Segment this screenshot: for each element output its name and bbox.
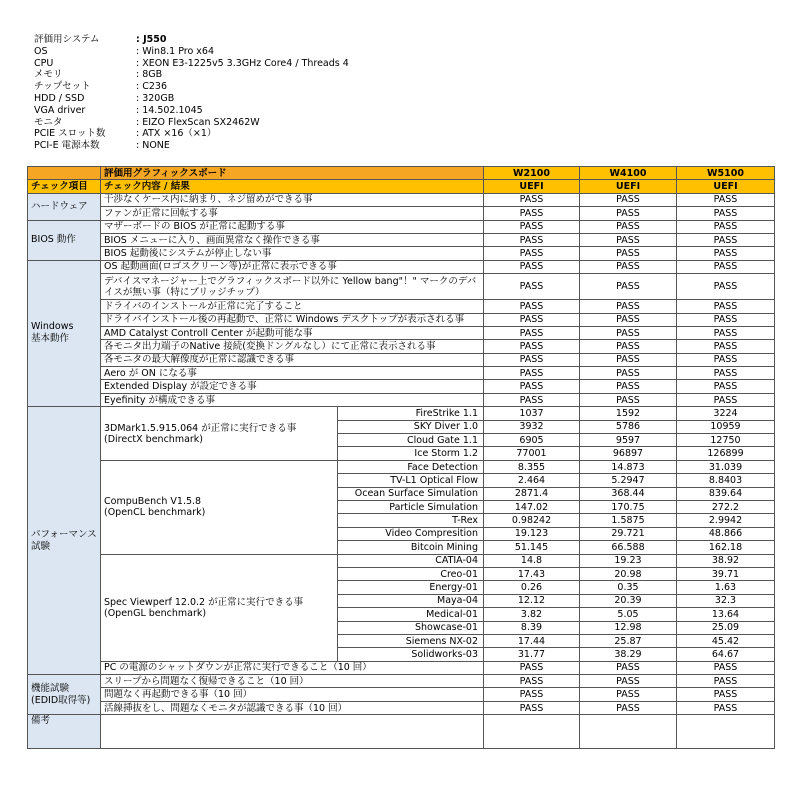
- spec-value: : ATX ×16（×1）: [136, 128, 217, 140]
- score-cell: 66.588: [580, 541, 677, 554]
- score-cell: 20.39: [580, 594, 677, 607]
- check-text: 活線挿抜をし、問題なくモニタが認識できる事（10 回）: [101, 701, 484, 714]
- result-cell: PASS: [484, 380, 580, 393]
- score-cell: 9597: [580, 434, 677, 447]
- result-cell: PASS: [580, 367, 677, 380]
- result-cell: PASS: [677, 233, 775, 246]
- score-cell: 2.9942: [677, 514, 775, 527]
- header-mode: UEFI: [677, 180, 775, 193]
- header-check-item: チェック項目: [28, 180, 101, 193]
- spec-value: : NONE: [136, 140, 170, 152]
- spec-row: [34, 81, 349, 93]
- score-cell: 14.8: [484, 554, 580, 567]
- spec-row: [34, 140, 349, 152]
- score-cell: 12750: [677, 434, 775, 447]
- result-cell: PASS: [580, 393, 677, 406]
- table-row: [28, 688, 775, 701]
- result-cell: PASS: [484, 326, 580, 339]
- result-cell: PASS: [484, 353, 580, 366]
- check-text: Aero が ON になる事: [101, 367, 484, 380]
- result-cell: PASS: [677, 675, 775, 688]
- test-name: Cloud Gate 1.1: [338, 434, 484, 447]
- result-cell: PASS: [677, 260, 775, 273]
- check-text: デバイスマネージャー上でグラフィックスボード以外に Yellow bang"！" マークのデバイスが無い事（特にブリッジチップ）: [101, 274, 484, 300]
- score-cell: 39.71: [677, 567, 775, 580]
- test-name: Maya-04: [338, 594, 484, 607]
- header-board-name: W2100: [484, 167, 580, 180]
- spec-row: [34, 46, 349, 58]
- table-row: [28, 701, 775, 714]
- result-cell: PASS: [484, 207, 580, 220]
- score-cell: 19.23: [580, 554, 677, 567]
- result-cell: PASS: [484, 661, 580, 674]
- test-name: Particle Simulation: [338, 500, 484, 513]
- benchmark-label: Spec Viewperf 12.0.2 が正常に実行できる事 (OpenGL benchmark): [101, 554, 338, 661]
- result-cell: PASS: [580, 701, 677, 714]
- score-cell: 5.05: [580, 608, 677, 621]
- score-cell: 38.29: [580, 648, 677, 661]
- result-cell: PASS: [677, 207, 775, 220]
- table-row: [28, 260, 775, 273]
- spec-value: : EIZO FlexScan SX2462W: [136, 116, 260, 128]
- table-row: [28, 460, 775, 473]
- spec-key: VGA driver: [34, 104, 86, 116]
- result-cell: PASS: [580, 340, 677, 353]
- score-cell: 5.2947: [580, 474, 677, 487]
- test-name: Ice Storm 1.2: [338, 447, 484, 460]
- score-cell: 2.464: [484, 474, 580, 487]
- score-cell: 25.09: [677, 621, 775, 634]
- result-cell: PASS: [484, 220, 580, 233]
- spec-value: : 14.502.1045: [136, 104, 203, 116]
- result-cell: PASS: [580, 380, 677, 393]
- spec-key: 評価用システム: [34, 34, 100, 45]
- category-cell: BIOS 動作: [28, 220, 101, 260]
- check-text: スリープから問題なく復帰できること（10 回）: [101, 675, 484, 688]
- remarks-cell: [484, 715, 580, 749]
- spec-row: [34, 69, 349, 81]
- header-check-content: チェック内容 / 結果: [101, 180, 484, 193]
- table-row: [28, 326, 775, 339]
- score-cell: 14.873: [580, 460, 677, 473]
- check-text: ドライバインストール後の再起動で、正常に Windows デスクトップが表示される事: [101, 313, 484, 326]
- result-cell: PASS: [484, 274, 580, 300]
- remarks-cell: [677, 715, 775, 749]
- result-cell: PASS: [677, 380, 775, 393]
- score-cell: 5786: [580, 420, 677, 433]
- check-text: 干渉なくケース内に納まり、ネジ留めができる事: [101, 193, 484, 206]
- table-row: [28, 353, 775, 366]
- score-cell: 0.26: [484, 581, 580, 594]
- test-name: Solidworks-03: [338, 648, 484, 661]
- test-name: T-Rex: [338, 514, 484, 527]
- spec-key: メモリ: [34, 69, 63, 81]
- result-cell: PASS: [580, 688, 677, 701]
- spec-value: : J550: [136, 34, 167, 45]
- check-text: AMD Catalyst Controll Center が起動可能な事: [101, 326, 484, 339]
- spec-value: : 320GB: [136, 92, 175, 104]
- table-row: [28, 715, 775, 749]
- check-text: 問題なく再起動できる事（10 回）: [101, 688, 484, 701]
- category-cell: Windows 基本動作: [28, 260, 101, 407]
- table-row: [28, 247, 775, 260]
- result-cell: PASS: [677, 247, 775, 260]
- result-cell: PASS: [677, 393, 775, 406]
- result-cell: PASS: [580, 274, 677, 300]
- table-row: [28, 313, 775, 326]
- table-row: [28, 407, 775, 420]
- header-mode: UEFI: [484, 180, 580, 193]
- score-cell: 19.123: [484, 527, 580, 540]
- test-name: Showcase-01: [338, 621, 484, 634]
- score-cell: 0.98242: [484, 514, 580, 527]
- category-cell: ハードウェア: [28, 193, 101, 220]
- result-cell: PASS: [580, 233, 677, 246]
- spec-value: : C236: [136, 81, 167, 93]
- score-cell: 17.43: [484, 567, 580, 580]
- spec-key: モニタ: [34, 116, 63, 128]
- score-cell: 10959: [677, 420, 775, 433]
- result-cell: PASS: [484, 675, 580, 688]
- spec-key: HDD / SSD: [34, 92, 85, 104]
- table-row: [28, 340, 775, 353]
- result-cell: PASS: [484, 367, 580, 380]
- spec-key: CPU: [34, 57, 54, 69]
- score-cell: 38.92: [677, 554, 775, 567]
- result-cell: PASS: [580, 207, 677, 220]
- result-cell: PASS: [677, 340, 775, 353]
- table-row: [28, 274, 775, 300]
- spec-row: [34, 105, 349, 117]
- result-cell: PASS: [677, 353, 775, 366]
- result-cell: PASS: [580, 247, 677, 260]
- table-row: [28, 193, 775, 206]
- remarks-cell: [580, 715, 677, 749]
- check-text: BIOS 起動後にシステムが停止しない事: [101, 247, 484, 260]
- score-cell: 25.87: [580, 634, 677, 647]
- result-cell: PASS: [484, 688, 580, 701]
- result-cell: PASS: [580, 353, 677, 366]
- benchmark-label: CompuBench V1.5.8 (OpenCL benchmark): [101, 460, 338, 554]
- spec-key: PCIE スロット数: [34, 128, 106, 140]
- score-cell: 170.75: [580, 500, 677, 513]
- header-mode: UEFI: [580, 180, 677, 193]
- result-cell: PASS: [484, 233, 580, 246]
- result-cell: PASS: [484, 313, 580, 326]
- table-row: [28, 380, 775, 393]
- remarks-label: 備考: [28, 715, 101, 749]
- score-cell: 48.866: [677, 527, 775, 540]
- score-cell: 31.77: [484, 648, 580, 661]
- result-cell: PASS: [677, 300, 775, 313]
- table-row: [28, 207, 775, 220]
- category-cell: 機能試験 (EDID取得等): [28, 675, 101, 715]
- result-cell: PASS: [484, 300, 580, 313]
- table-row: [28, 180, 775, 193]
- score-cell: 51.145: [484, 541, 580, 554]
- result-cell: PASS: [484, 193, 580, 206]
- result-cell: PASS: [580, 220, 677, 233]
- check-text: Extended Display が設定できる事: [101, 380, 484, 393]
- result-cell: PASS: [580, 300, 677, 313]
- test-name: Medical-01: [338, 608, 484, 621]
- score-cell: 8.355: [484, 460, 580, 473]
- test-name: SKY Diver 1.0: [338, 420, 484, 433]
- header-board-name: W5100: [677, 167, 775, 180]
- table-row: [28, 554, 775, 567]
- spec-value: : Win8.1 Pro x64: [136, 45, 214, 57]
- score-cell: 0.35: [580, 581, 677, 594]
- score-cell: 31.039: [677, 460, 775, 473]
- test-name: TV-L1 Optical Flow: [338, 474, 484, 487]
- spec-row: [34, 117, 349, 129]
- score-cell: 272.2: [677, 500, 775, 513]
- check-text: ドライバのインストールが正常に完了すること: [101, 300, 484, 313]
- table-row: [28, 367, 775, 380]
- score-cell: 45.42: [677, 634, 775, 647]
- score-cell: 12.98: [580, 621, 677, 634]
- spec-value: : XEON E3-1225v5 3.3GHz Core4 / Threads 4: [136, 57, 349, 69]
- check-text: Eyefinity が構成できる事: [101, 393, 484, 406]
- score-cell: 3224: [677, 407, 775, 420]
- table-row: [28, 233, 775, 246]
- result-cell: PASS: [580, 326, 677, 339]
- test-name: Bitcoin Mining: [338, 541, 484, 554]
- result-cell: PASS: [484, 393, 580, 406]
- spec-row: [34, 58, 349, 70]
- table-row: [28, 167, 775, 180]
- header-board-name: W4100: [580, 167, 677, 180]
- table-row: [28, 300, 775, 313]
- result-cell: PASS: [484, 701, 580, 714]
- result-cell: PASS: [677, 688, 775, 701]
- spec-row: [34, 93, 349, 105]
- result-cell: PASS: [580, 193, 677, 206]
- test-name: CATIA-04: [338, 554, 484, 567]
- check-text: 各モニタ出力端子のNative 接続(変換ドングルなし）にて正常に表示される事: [101, 340, 484, 353]
- spec-row: [34, 128, 349, 140]
- score-cell: 96897: [580, 447, 677, 460]
- score-cell: 13.64: [677, 608, 775, 621]
- check-text: OS 起動画面(ロゴスクリーン等)が正常に表示できる事: [101, 260, 484, 273]
- score-cell: 126899: [677, 447, 775, 460]
- system-spec-block: [34, 34, 349, 152]
- score-cell: 2871.4: [484, 487, 580, 500]
- score-cell: 32.3: [677, 594, 775, 607]
- spec-key: チップセット: [34, 81, 91, 93]
- score-cell: 3932: [484, 420, 580, 433]
- score-cell: 8.8403: [677, 474, 775, 487]
- score-cell: 17.44: [484, 634, 580, 647]
- header-board-label: 評価用グラフィックスボード: [101, 167, 484, 180]
- table-row: [28, 661, 775, 674]
- score-cell: 839.64: [677, 487, 775, 500]
- result-cell: PASS: [677, 326, 775, 339]
- check-text: BIOS メニューに入り、画面異常なく操作できる事: [101, 233, 484, 246]
- header-spacer: [28, 167, 101, 180]
- score-cell: 1.63: [677, 581, 775, 594]
- spec-key: OS: [34, 45, 48, 57]
- table-row: [28, 393, 775, 406]
- check-text: マザーボードの BIOS が正常に起動する事: [101, 220, 484, 233]
- score-cell: 162.18: [677, 541, 775, 554]
- score-cell: 8.39: [484, 621, 580, 634]
- result-cell: PASS: [677, 661, 775, 674]
- result-cell: PASS: [677, 220, 775, 233]
- result-cell: PASS: [677, 701, 775, 714]
- score-cell: 368.44: [580, 487, 677, 500]
- check-text: 各モニタの最大解像度が正常に認識できる事: [101, 353, 484, 366]
- score-cell: 147.02: [484, 500, 580, 513]
- evaluation-table: [27, 166, 775, 749]
- score-cell: 1592: [580, 407, 677, 420]
- result-cell: PASS: [484, 247, 580, 260]
- test-name: Energy-01: [338, 581, 484, 594]
- spec-key: PCI-E 電源本数: [34, 140, 100, 152]
- score-cell: 12.12: [484, 594, 580, 607]
- result-cell: PASS: [580, 661, 677, 674]
- table-row: [28, 675, 775, 688]
- score-cell: 64.67: [677, 648, 775, 661]
- check-text: PC の電源のシャットダウンが正常に実行できること（10 回）: [101, 661, 484, 674]
- remarks-content: [101, 715, 484, 749]
- score-cell: 3.82: [484, 608, 580, 621]
- result-cell: PASS: [677, 313, 775, 326]
- score-cell: 20.98: [580, 567, 677, 580]
- score-cell: 1.5875: [580, 514, 677, 527]
- result-cell: PASS: [580, 313, 677, 326]
- spec-value: : 8GB: [136, 69, 163, 81]
- result-cell: PASS: [677, 367, 775, 380]
- score-cell: 1037: [484, 407, 580, 420]
- score-cell: 77001: [484, 447, 580, 460]
- result-cell: PASS: [677, 193, 775, 206]
- result-cell: PASS: [580, 675, 677, 688]
- check-text: ファンが正常に回転する事: [101, 207, 484, 220]
- test-name: Siemens NX-02: [338, 634, 484, 647]
- result-cell: PASS: [677, 274, 775, 300]
- spec-row: [34, 34, 349, 46]
- test-name: Video Compresition: [338, 527, 484, 540]
- benchmark-label: 3DMark1.5.915.064 が正常に実行できる事 (DirectX benchmark): [101, 407, 338, 461]
- category-cell: パフォーマンス 試験: [28, 407, 101, 675]
- score-cell: 29.721: [580, 527, 677, 540]
- result-cell: PASS: [484, 340, 580, 353]
- test-name: Ocean Surface Simulation: [338, 487, 484, 500]
- result-cell: PASS: [484, 260, 580, 273]
- score-cell: 6905: [484, 434, 580, 447]
- table-row: [28, 220, 775, 233]
- test-name: FireStrike 1.1: [338, 407, 484, 420]
- result-cell: PASS: [580, 260, 677, 273]
- test-name: Creo-01: [338, 567, 484, 580]
- test-name: Face Detection: [338, 460, 484, 473]
